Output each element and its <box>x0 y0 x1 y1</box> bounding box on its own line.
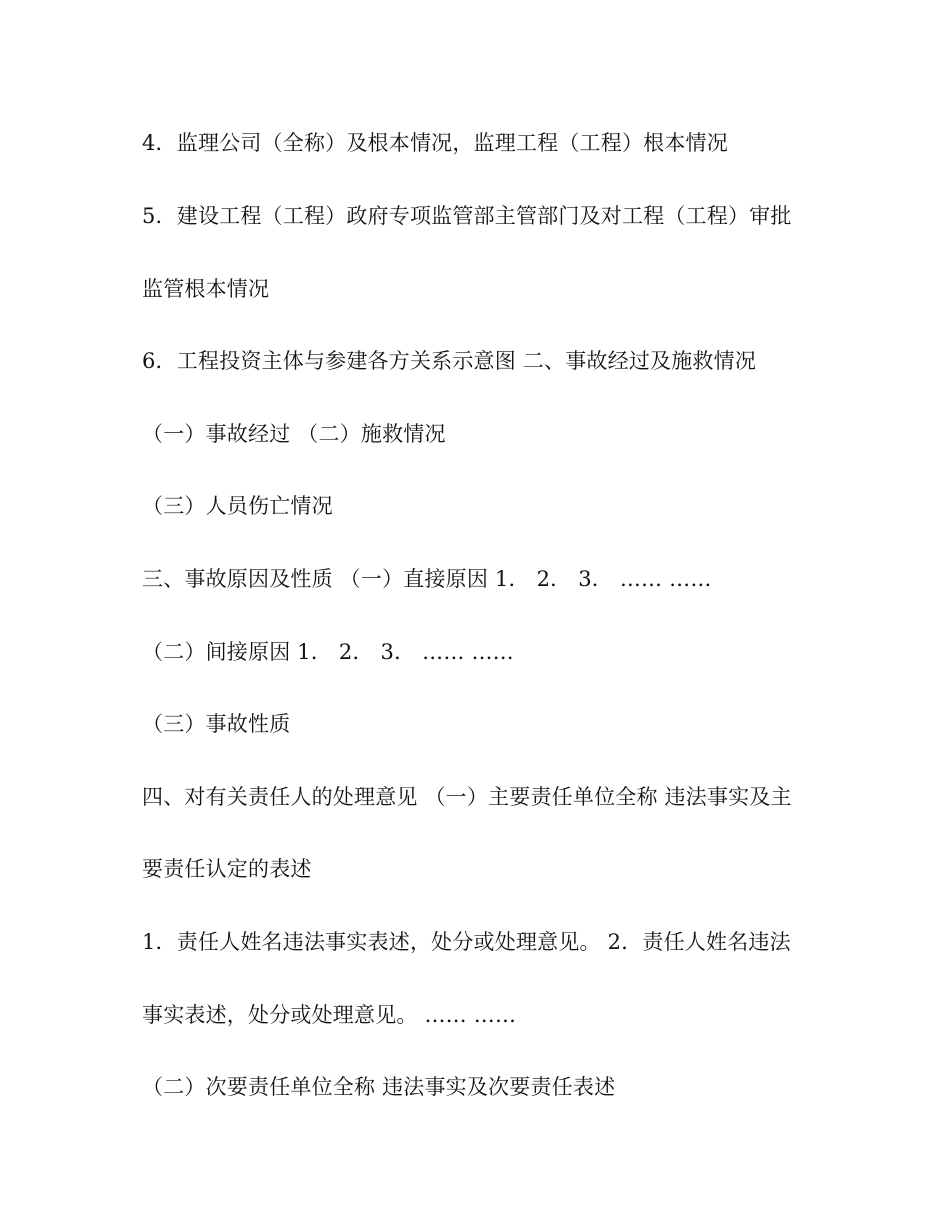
text-line-10: 四、对有关责任人的处理意见 （一）主要责任单位全称 违法事实及主 <box>142 785 792 809</box>
text-line-12: 1．责任人姓名违法事实表述，处分或处理意见。 2．责任人姓名违法 <box>142 930 791 954</box>
text-line-2: 5．建设工程（工程）政府专项监管部主管部门及对工程（工程）审批 <box>142 204 792 228</box>
text-line-5: （一）事故经过 （二）施救情况 <box>142 422 446 446</box>
text-line-1: 4．监理公司（全称）及根本情况，监理工程（工程）根本情况 <box>142 131 728 155</box>
text-line-13: 事实表述，处分或处理意见。 …… …… <box>142 1003 517 1027</box>
text-line-9: （三）事故性质 <box>142 712 291 736</box>
text-line-4: 6．工程投资主体与参建各方关系示意图 二、事故经过及施救情况 <box>142 349 757 373</box>
text-line-6: （三）人员伤亡情况 <box>142 494 333 518</box>
text-line-7: 三、事故原因及性质 （一）直接原因 1． 2． 3． …… …… <box>142 567 712 591</box>
text-line-14: （二）次要责任单位全称 违法事实及次要责任表述 <box>142 1075 616 1099</box>
text-line-8: （二）间接原因 1． 2． 3． …… …… <box>142 640 514 664</box>
text-line-11: 要责任认定的表述 <box>142 857 312 881</box>
text-line-3: 监管根本情况 <box>142 277 270 301</box>
